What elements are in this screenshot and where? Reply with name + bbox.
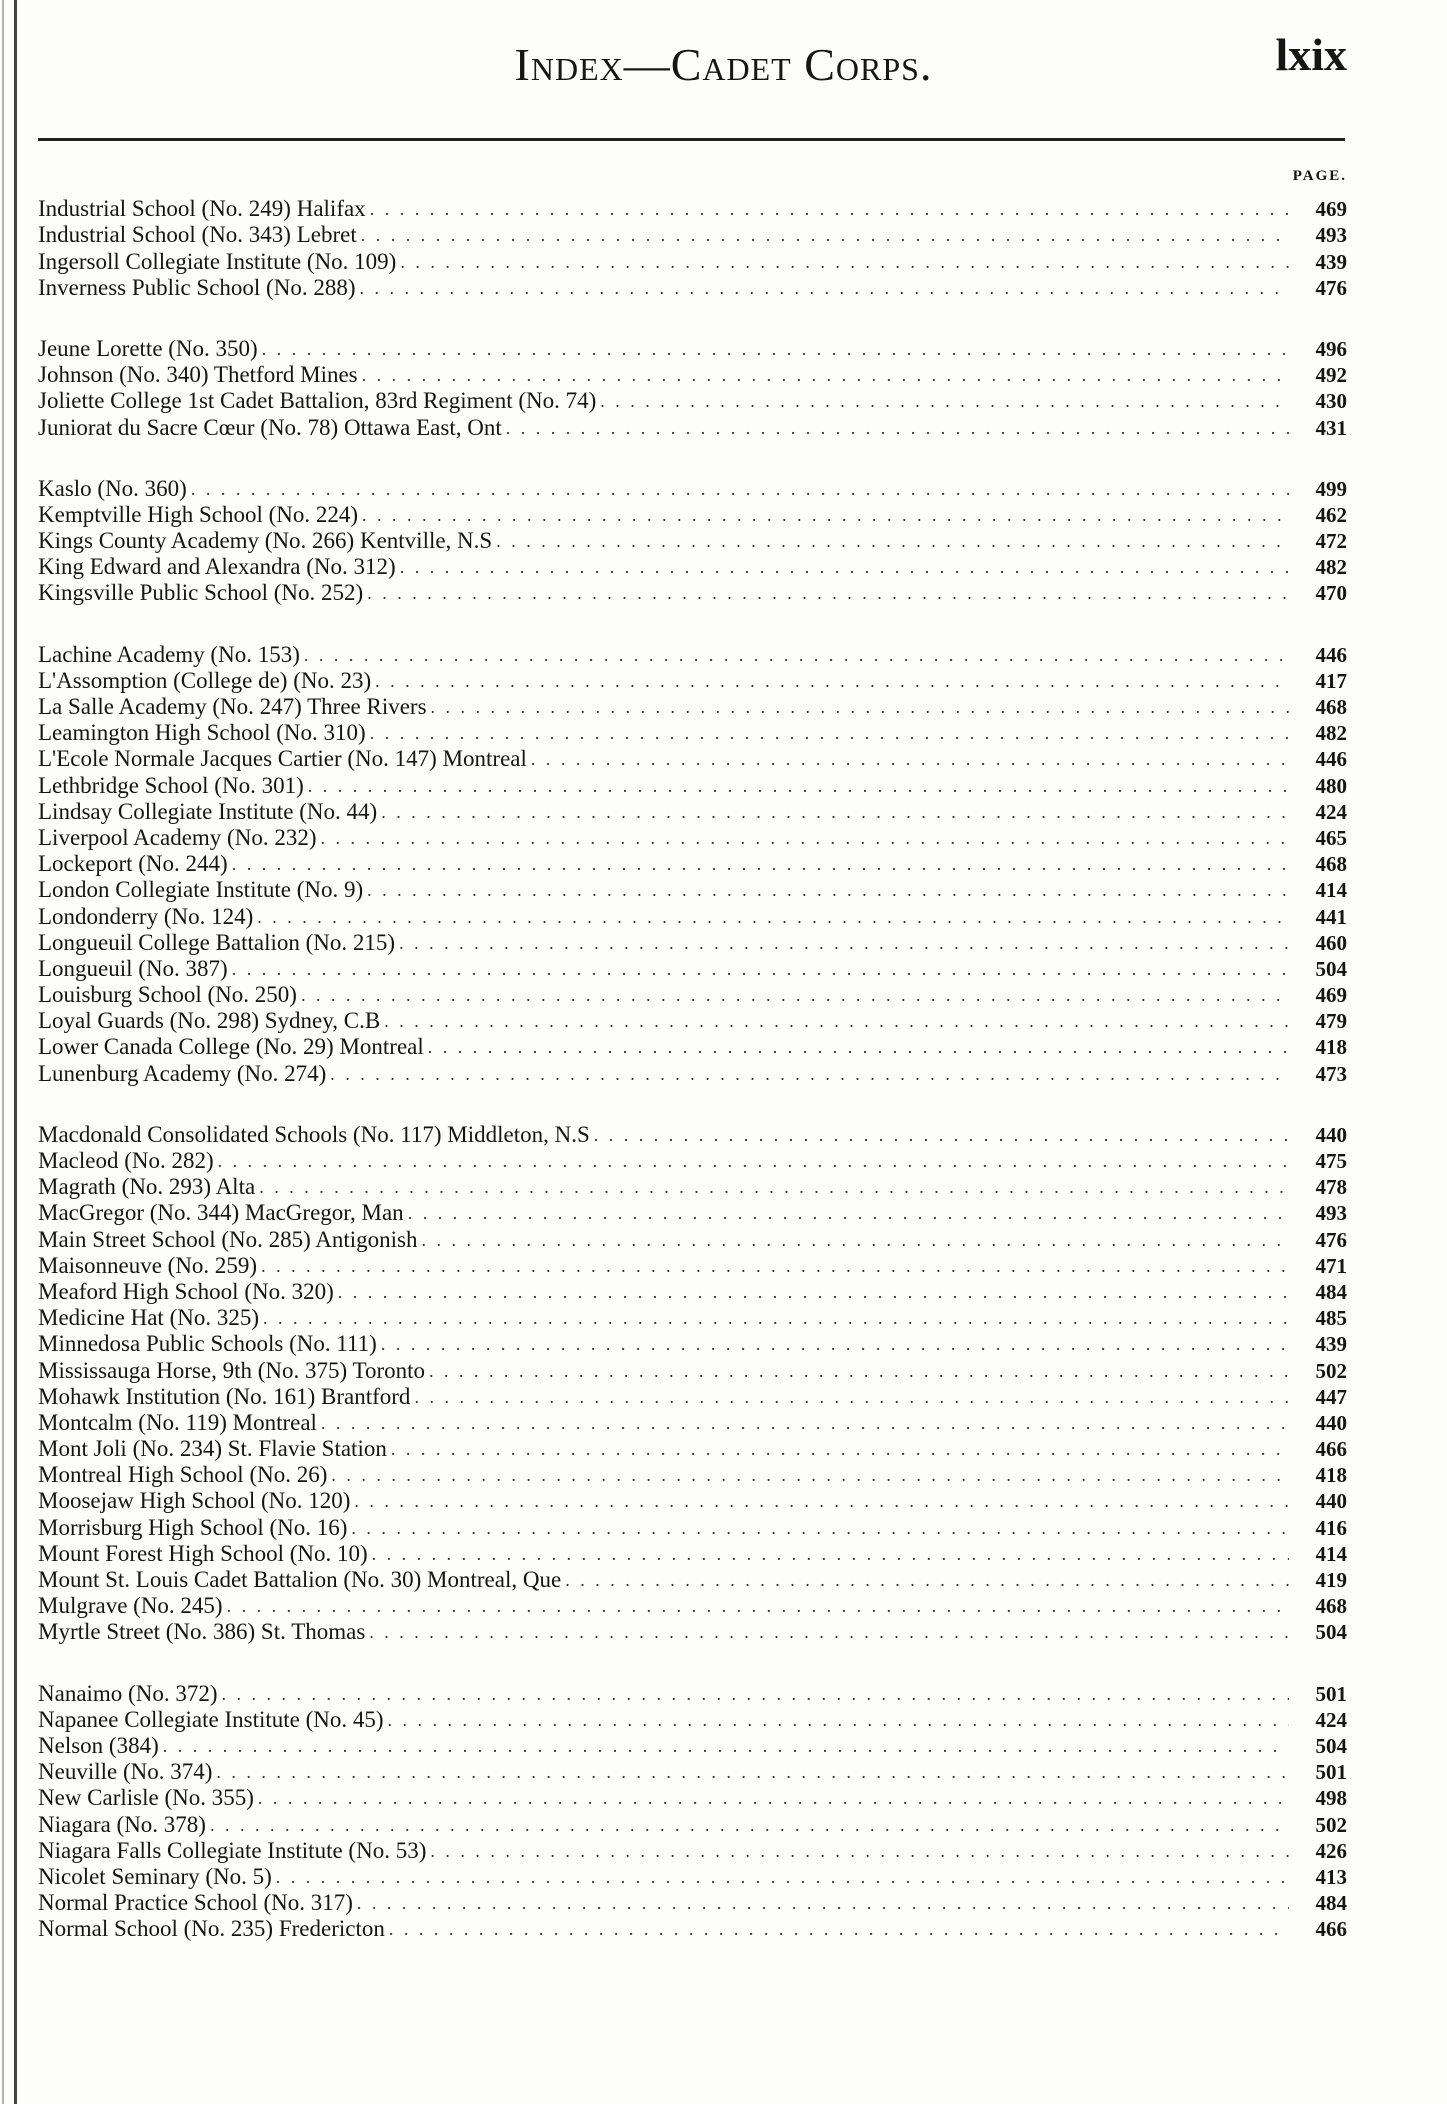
dot-leader [210,1812,1289,1838]
entry-name: Normal Practice School (No. 317) [38,1890,353,1916]
entry-name: La Salle Academy (No. 247) Three Rivers [38,694,427,719]
index-entry [38,196,1347,222]
page-number: lxix [1275,29,1347,80]
entry-page-number: 447 [1315,1384,1347,1409]
entry-name: London Collegiate Institute (No. 9) [38,877,364,903]
dot-leader [370,196,1289,222]
entry-name: Magrath (No. 293) Alta [38,1174,256,1200]
dot-leader [565,1567,1289,1593]
dot-leader [391,1436,1289,1462]
index-entry [38,248,1347,274]
dot-leader [388,1707,1289,1733]
dot-leader [232,956,1289,982]
entry-page-number: 469 [1315,197,1347,222]
dot-leader [414,1384,1289,1410]
entry-page-number: 478 [1315,1175,1347,1200]
entry-name: Liverpool Academy (No. 232) [38,824,317,850]
index-entry [38,1226,1347,1252]
entry-name: Montreal High School (No. 26) [38,1462,328,1488]
dot-leader [257,904,1289,930]
dot-leader [361,222,1289,248]
entry-name: Macdonald Consolidated Schools (No. 117) Middleton, N.S [38,1121,590,1147]
dot-leader [600,388,1289,414]
index-entry [38,694,1347,720]
entry-name: Maisonneuve (No. 259) [38,1252,258,1278]
entry-page-number: 504 [1315,1733,1347,1758]
entry-page-number: 501 [1315,1681,1347,1706]
entry-name: Lachine Academy (No. 153) [38,641,300,667]
dot-leader [367,877,1289,903]
entry-name: Mulgrave (No. 245) [38,1593,223,1619]
index-entry [38,851,1347,877]
dot-leader [259,1174,1289,1200]
dot-leader [531,746,1289,772]
index-section [38,1122,1347,1646]
entry-name: Johnson (No. 340) Thetford Mines [38,362,358,388]
index-entry [38,1838,1347,1864]
index-entry [38,1567,1347,1593]
dot-leader [400,554,1289,580]
entry-name: Nicolet Seminary (No. 5) [38,1863,272,1889]
index-entry [38,1785,1347,1811]
index-list [38,196,1347,1977]
dot-leader [357,1890,1289,1916]
index-entry [38,1680,1347,1706]
entry-page-number: 468 [1315,695,1347,719]
dot-leader [372,1541,1289,1567]
dot-leader [304,642,1289,668]
entry-name: King Edward and Alexandra (No. 312) [38,554,396,580]
index-entry [38,746,1347,772]
dot-leader [258,1785,1289,1811]
index-entry [38,1436,1347,1462]
dot-leader [360,275,1290,301]
entry-name: MacGregor (No. 344) MacGregor, Man [38,1200,404,1226]
entry-page-number: 460 [1315,930,1347,955]
entry-page-number: 482 [1315,721,1347,746]
dot-leader [163,1733,1289,1759]
dot-leader [399,930,1289,956]
dot-leader [430,1838,1289,1864]
entry-name: Mount St. Louis Cadet Battalion (No. 30) Montreal, Que [38,1567,562,1592]
entry-page-number: 502 [1315,1358,1347,1383]
dot-leader [276,1864,1289,1890]
index-entry [38,1916,1347,1942]
entry-name: Myrtle Street (No. 386) St. Thomas [38,1619,366,1645]
entry-page-number: 484 [1315,1891,1347,1916]
entry-page-number: 424 [1315,799,1347,824]
entry-page-number: 472 [1315,529,1347,554]
entry-name: Kaslo (No. 360) [38,475,187,501]
entry-page-number: 419 [1315,1568,1347,1592]
index-entry [38,554,1347,580]
entry-name: Macleod (No. 282) [38,1148,214,1173]
index-section [38,196,1347,301]
entry-page-number: 502 [1315,1812,1347,1837]
dot-leader [369,1619,1289,1645]
entry-name: Industrial School (No. 249) Halifax [38,196,366,222]
entry-name: Normal School (No. 235) Fredericton [38,1916,385,1942]
dot-leader [227,1593,1289,1619]
dot-leader [232,851,1289,877]
entry-page-number: 479 [1315,1009,1347,1034]
entry-page-number: 476 [1315,275,1347,300]
entry-name: New Carlisle (No. 355) [38,1785,254,1811]
entry-page-number: 475 [1315,1149,1347,1173]
index-entry [38,1410,1347,1436]
page-binding-edge [14,0,17,2104]
entry-page-number: 476 [1315,1227,1347,1252]
entry-name: Londonderry (No. 124) [38,903,254,929]
dot-leader [389,1916,1289,1942]
index-entry [38,1462,1347,1488]
entry-name: Kings County Academy (No. 266) Kentville, N.S [38,528,493,554]
entry-page-number: 465 [1315,825,1347,850]
index-entry [38,1357,1347,1383]
dot-leader [191,476,1289,502]
index-entry [38,1733,1347,1759]
index-entry [38,877,1347,903]
entry-page-number: 424 [1315,1707,1347,1732]
entry-name: Mohawk Institution (No. 161) Brantford [38,1383,411,1409]
index-entry [38,336,1347,362]
entry-page-number: 426 [1315,1838,1347,1863]
index-entry [38,772,1347,798]
dot-leader [428,1034,1289,1060]
entry-name: Mont Joli (No. 234) St. Flavie Station [38,1436,387,1462]
page-title: Index—Cadet Corps. [514,39,933,90]
entry-name: Longueuil (No. 387) [38,955,228,981]
dot-leader [351,1515,1289,1541]
entry-name: Moosejaw High School (No. 120) [38,1488,351,1514]
entry-page-number: 473 [1315,1061,1347,1086]
entry-name: Nelson (384) [38,1732,159,1758]
entry-page-number: 468 [1315,1594,1347,1619]
entry-page-number: 469 [1315,983,1347,1008]
index-entry [38,1384,1347,1410]
index-entry [38,1488,1347,1514]
entry-page-number: 501 [1315,1760,1347,1785]
entry-name: Joliette College 1st Cadet Battalion, 83rd Regiment (No. 74) [38,388,597,414]
entry-page-number: 471 [1315,1253,1347,1278]
entry-page-number: 484 [1315,1279,1347,1304]
entry-page-number: 468 [1315,852,1347,877]
entry-page-number: 439 [1315,249,1347,274]
entry-page-number: 493 [1315,1201,1347,1226]
entry-name: Kemptville High School (No. 224) [38,501,359,527]
dot-leader [218,1148,1289,1174]
dot-leader [354,1488,1289,1514]
index-entry [38,799,1347,825]
dot-leader [301,982,1289,1008]
entry-page-number: 466 [1315,1437,1347,1462]
index-entry [38,1174,1347,1200]
index-entry [38,956,1347,982]
index-entry [38,1253,1347,1279]
entry-name: Montcalm (No. 119) Montreal [38,1409,317,1435]
index-entry [38,1759,1347,1785]
index-entry [38,668,1347,694]
entry-page-number: 466 [1315,1917,1347,1942]
entry-name: Morrisburg High School (No. 16) [38,1514,348,1540]
entry-page-number: 482 [1315,555,1347,580]
index-entry [38,1200,1347,1226]
entry-name: Jeune Lorette (No. 350) [38,335,258,361]
entry-name: Mount Forest High School (No. 10) [38,1540,368,1566]
index-entry [38,903,1347,929]
entry-page-number: 440 [1315,1410,1347,1435]
entry-page-number: 440 [1315,1122,1347,1147]
index-entry [38,1890,1347,1916]
index-entry [38,1593,1347,1619]
dot-leader [370,720,1289,746]
entry-name: L'Assomption (College de) (No. 23) [38,667,372,693]
entry-name: Ingersoll Collegiate Institute (No. 109) [38,248,397,274]
entry-name: Neuville (No. 374) [38,1759,213,1785]
entry-name: Main Street School (No. 285) Antigonish [38,1226,418,1252]
entry-name: Longueuil College Battalion (No. 215) [38,929,396,955]
index-entry [38,1331,1347,1357]
index-entry [38,1122,1347,1148]
index-entry [38,580,1347,606]
entry-page-number: 462 [1315,502,1347,527]
entry-page-number: 418 [1315,1463,1347,1488]
index-section [38,336,1347,441]
entry-name: Niagara Falls Collegiate Institute (No. 53) [38,1837,427,1863]
entry-page-number: 446 [1315,642,1347,667]
entry-name: Lunenburg Academy (No. 274) [38,1060,327,1086]
dot-leader [384,1008,1289,1034]
index-entry [38,275,1347,301]
index-entry [38,222,1347,248]
dot-leader [216,1759,1289,1785]
index-entry [38,1305,1347,1331]
dot-leader [594,1122,1289,1148]
entry-name: Niagara (No. 378) [38,1811,206,1837]
index-entry [38,930,1347,956]
page-binding-shadow [2,0,4,2104]
entry-page-number: 485 [1315,1306,1347,1331]
entry-page-number: 496 [1315,336,1347,361]
dot-leader [222,1681,1290,1707]
entry-name: Lockeport (No. 244) [38,851,228,877]
header-rule [38,138,1345,141]
entry-page-number: 439 [1315,1332,1347,1357]
entry-name: Meaford High School (No. 320) [38,1278,334,1304]
entry-page-number: 492 [1315,363,1347,388]
index-section [38,476,1347,607]
dot-leader [338,1279,1289,1305]
index-entry [38,641,1347,667]
dot-leader [320,825,1289,851]
entry-page-number: 504 [1315,1620,1347,1645]
entry-page-number: 416 [1315,1515,1347,1540]
entry-page-number: 414 [1315,878,1347,903]
entry-page-number: 413 [1315,1864,1347,1889]
page-column-heading: PAGE. [1292,168,1347,184]
entry-page-number: 470 [1315,581,1347,606]
entry-page-number: 493 [1315,223,1347,248]
entry-name: Medicine Hat (No. 325) [38,1305,259,1331]
entry-page-number: 440 [1315,1489,1347,1514]
entry-page-number: 441 [1315,904,1347,929]
dot-leader [262,336,1289,362]
index-section [38,641,1347,1086]
dot-leader [362,362,1289,388]
entry-name: Mississauga Horse, 9th (No. 375) Toronto [38,1357,426,1383]
index-entry [38,1060,1347,1086]
dot-leader [496,528,1289,554]
dot-leader [421,1227,1289,1253]
index-entry [38,528,1347,554]
dot-leader [408,1200,1289,1226]
entry-name: Minnedosa Public Schools (No. 111) [38,1331,377,1357]
entry-page-number: 418 [1315,1035,1347,1060]
entry-name: Loyal Guards (No. 298) Sydney, C.B [38,1008,381,1034]
index-entry [38,1279,1347,1305]
index-entry [38,1811,1347,1837]
entry-page-number: 499 [1315,476,1347,501]
index-entry [38,1619,1347,1645]
entry-name: Napanee Collegiate Institute (No. 45) [38,1706,384,1732]
dot-leader [321,1410,1289,1436]
dot-leader [400,249,1289,275]
entry-name: Kingsville Public School (No. 252) [38,580,364,606]
entry-name: Lower Canada College (No. 29) Montreal [38,1034,424,1060]
entry-name: Industrial School (No. 343) Lebret [38,222,357,248]
index-entry [38,1034,1347,1060]
dot-leader [506,415,1289,441]
entry-name: Louisburg School (No. 250) [38,982,297,1008]
dot-leader [375,668,1289,694]
dot-leader [431,694,1289,720]
dot-leader [381,1331,1289,1357]
entry-name: Inverness Public School (No. 288) [38,274,356,300]
index-entry [38,1707,1347,1733]
index-entry [38,362,1347,388]
index-entry [38,1514,1347,1540]
dot-leader [381,799,1289,825]
dot-leader [308,773,1289,799]
dot-leader [331,1462,1289,1488]
entry-page-number: 480 [1315,773,1347,798]
index-entry [38,982,1347,1008]
entry-page-number: 417 [1315,668,1347,693]
entry-page-number: 446 [1315,747,1347,772]
index-entry [38,1148,1347,1174]
dot-leader [367,580,1289,606]
index-entry [38,414,1347,440]
dot-leader [261,1253,1289,1279]
entry-name: L'Ecole Normale Jacques Cartier (No. 147) Montreal [38,746,527,772]
index-entry [38,502,1347,528]
dot-leader [429,1358,1289,1384]
index-entry [38,1541,1347,1567]
index-entry [38,1008,1347,1034]
index-entry [38,825,1347,851]
entry-page-number: 498 [1315,1786,1347,1811]
index-entry [38,476,1347,502]
entry-name: Lethbridge School (No. 301) [38,772,304,798]
entry-page-number: 504 [1315,956,1347,981]
entry-page-number: 431 [1315,415,1347,440]
entry-page-number: 430 [1315,389,1347,414]
index-entry [38,1864,1347,1890]
entry-name: Nanaimo (No. 372) [38,1680,218,1706]
dot-leader [263,1305,1289,1331]
dot-leader [330,1061,1289,1087]
index-entry [38,388,1347,414]
entry-name: Juniorat du Sacre Cœur (No. 78) Ottawa East, Ont [38,414,502,440]
dot-leader [362,502,1289,528]
entry-name: Leamington High School (No. 310) [38,720,366,746]
index-entry [38,720,1347,746]
index-section [38,1680,1347,1942]
entry-page-number: 414 [1315,1541,1347,1566]
entry-name: Lindsay Collegiate Institute (No. 44) [38,798,378,824]
